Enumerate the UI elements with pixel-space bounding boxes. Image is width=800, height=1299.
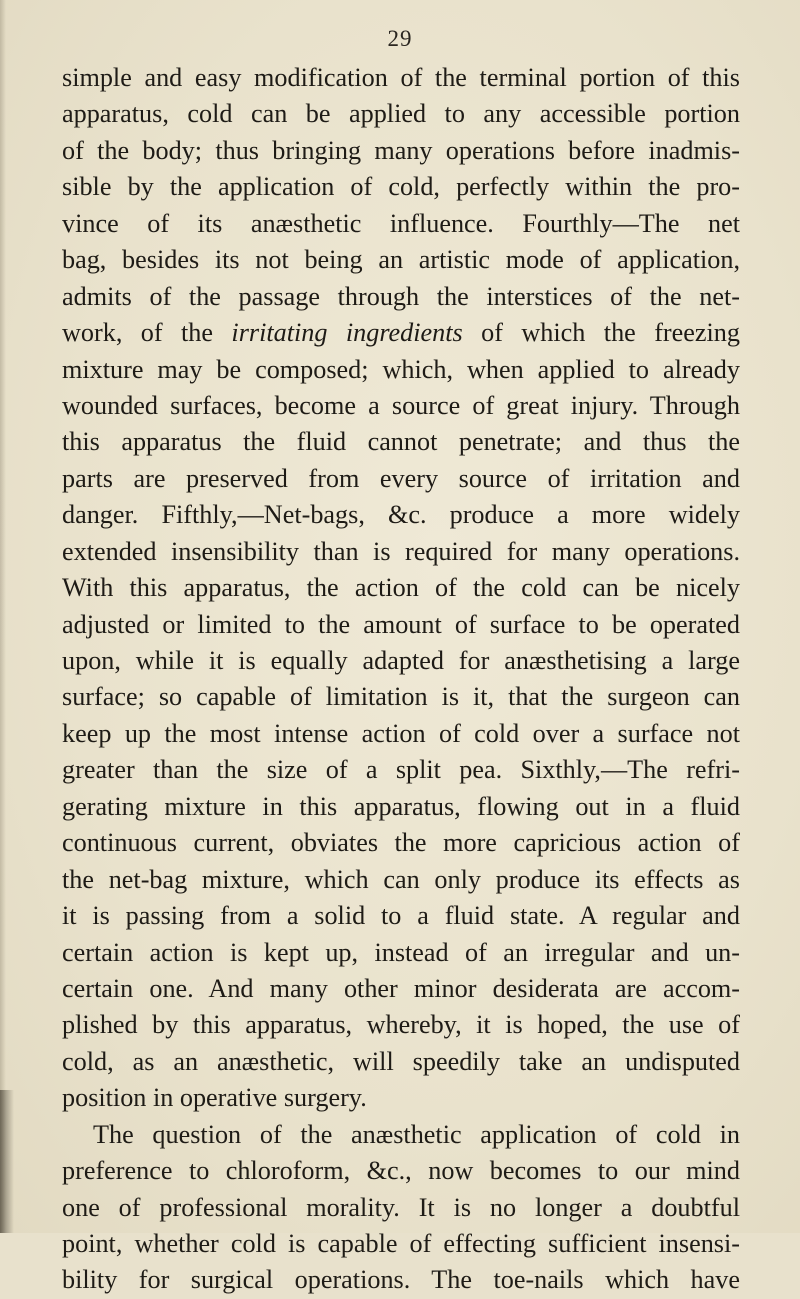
paragraph-start-line: The question of the anæsthetic application of cold in — [93, 1119, 740, 1149]
text-line: plished by this apparatus, whereby, it is hoped, the use of — [62, 1010, 740, 1040]
text-line-with-italic — [62, 315, 740, 351]
text-line: mixture may be composed; which, when applied to already — [62, 354, 740, 384]
text-line: danger. Fifthly,—Net-bags, &c. produce a more widely — [62, 500, 740, 530]
text-line: of the body; thus bringing many operations before inadmis- — [62, 135, 740, 165]
text-line: certain action is kept up, instead of an irregular and un- — [62, 937, 740, 967]
text-line: keep up the most intense action of cold over a surface not — [62, 718, 740, 748]
text-line: upon, while it is equally adapted for anæsthetising a large — [62, 646, 740, 675]
text-line: continuous current, obviates the more capricious action of — [62, 828, 740, 858]
text-line: bag, besides its not being an artistic mode of application, — [62, 245, 740, 275]
italic-phrase: irritating ingredients — [231, 318, 463, 348]
text-line: cold, as an anæsthetic, will speedily take an undisputed — [62, 1046, 740, 1076]
body-text — [62, 60, 740, 1299]
text-line: With this apparatus, the action of the cold can be nicely — [62, 573, 740, 603]
page-number: 29 — [387, 26, 413, 51]
text-line: the net-bag mixture, which can only produce its effects as — [62, 864, 740, 894]
text-line: adjusted or limited to the amount of surface to be operated — [62, 609, 740, 639]
text-line: sible by the application of cold, perfectly within the pro- — [62, 172, 740, 202]
text-segment: of which the freezing — [462, 318, 740, 348]
text-segment: work, of the — [62, 318, 232, 348]
text-line: admits of the passage through the interstices of the net- — [62, 281, 740, 311]
text-line: wounded surfaces, become a source of great injury. Through — [62, 390, 740, 420]
text-line: surface; so capable of limitation is it, that the surgeon can — [62, 682, 740, 712]
paragraph-end-line: position in operative surgery. — [62, 1083, 367, 1113]
page-binding-edge — [0, 0, 6, 1233]
text-line: point, whether cold is capable of effecting sufficient insensi- — [62, 1229, 740, 1258]
text-line: it is passing from a solid to a fluid state. A regular and — [62, 901, 740, 931]
text-line: apparatus, cold can be applied to any accessible portion — [62, 99, 740, 129]
text-line: extended insensibility than is required for many operations. — [62, 536, 740, 566]
text-line: one of professional morality. It is no longer a doubtful — [62, 1192, 740, 1222]
text-line: simple and easy modification of the terminal portion of this — [62, 63, 740, 92]
text-line: parts are preserved from every source of irritation and — [62, 463, 740, 493]
page-binding-shadow — [0, 1090, 14, 1233]
text-line: gerating mixture in this apparatus, flowing out in a fluid — [62, 791, 740, 821]
text-line: this apparatus the fluid cannot penetrate; and thus the — [62, 427, 740, 457]
text-line: bility for surgical operations. The toe-nails which have — [62, 1265, 740, 1295]
text-line: preference to chloroform, &c., now becomes to our mind — [62, 1156, 740, 1186]
text-line: greater than the size of a split pea. Sixthly,—The refri- — [62, 755, 740, 785]
text-line: vince of its anæsthetic influence. Fourthly—The net — [62, 208, 740, 238]
text-line: certain one. And many other minor desiderata are accom- — [62, 973, 740, 1003]
